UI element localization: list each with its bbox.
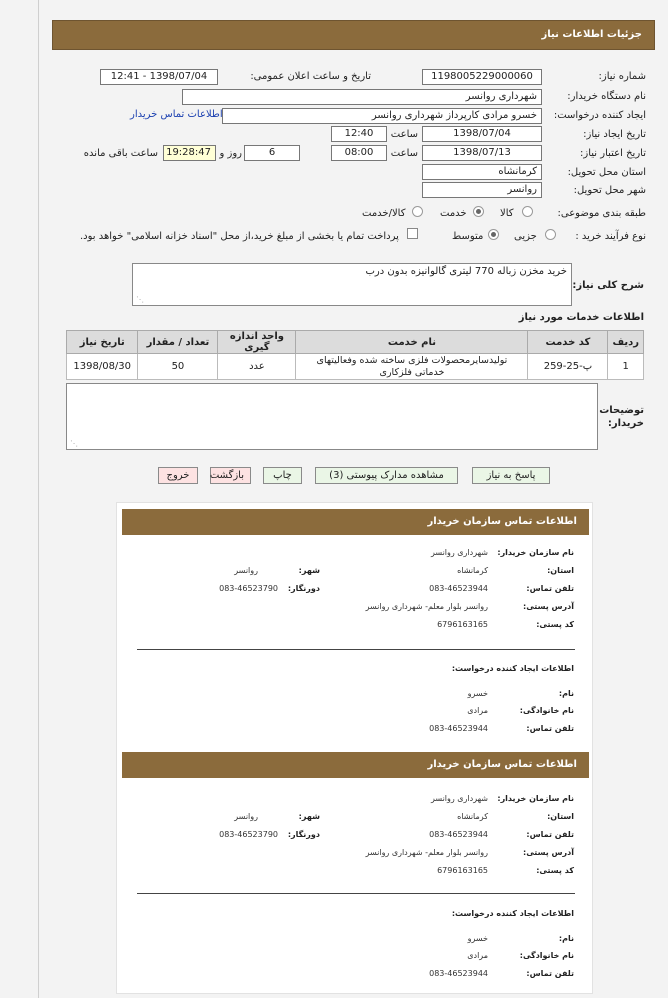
req-phone-value-1: 083-46523944 (429, 724, 488, 733)
postal-value-2: 6796163165 (437, 866, 488, 875)
payment-note: پرداخت تمام یا بخشی از مبلغ خرید،از محل "اسناد خزانه اسلامی" خواهد بود. (80, 231, 399, 242)
cell-qty: 50 (138, 354, 218, 380)
fax-label-1: دورنگار: (287, 584, 320, 593)
address-value-2: روانسر بلوار معلم- شهرداری روانسر (365, 848, 488, 857)
created-time-label: ساعت (390, 129, 418, 140)
buyer-name-value-1: شهرداری روانسر (431, 548, 488, 557)
divider (137, 893, 575, 894)
process-radio-minor[interactable] (545, 229, 556, 240)
process-option-minor: جزیی (514, 231, 537, 242)
valid-time-label: ساعت (390, 148, 418, 159)
category-label: طبقه بندی موضوعی: (557, 208, 646, 219)
city-label-2: شهر: (298, 812, 320, 821)
col-header-name: نام خدمت (296, 331, 528, 354)
description-text: خرید مخزن زباله 770 لیتری گالوانیزه بدون درب (365, 266, 567, 277)
phone-label-1: تلفن تماس: (526, 584, 574, 593)
buyer-name-value-2: شهرداری روانسر (431, 794, 488, 803)
city-value-1: روانسر (234, 566, 258, 575)
attachments-button[interactable]: مشاهده مدارک پیوستی (3) (315, 467, 458, 484)
valid-date-field[interactable]: 1398/07/13 (422, 145, 542, 161)
valid-date-label: تاریخ اعتبار نیاز: (580, 148, 646, 159)
col-header-index: ردیف (608, 331, 644, 354)
resize-handle-icon[interactable]: ⋰ (136, 295, 144, 304)
resize-handle-icon[interactable]: ⋰ (70, 439, 78, 448)
contact-card-header-2: اطلاعات تماس سازمان خریدار (122, 752, 589, 778)
fax-value-1: 083-46523790 (219, 584, 278, 593)
divider (137, 649, 575, 650)
category-radio-service[interactable] (473, 206, 484, 217)
col-header-unit: واحد اندازه گیری (218, 331, 296, 354)
buyer-name-label-1: نام سازمان خریدار: (497, 548, 574, 557)
category-option-goods-service: کالا/خدمت (362, 208, 406, 219)
valid-time-field[interactable]: 08:00 (331, 145, 387, 161)
col-header-code: کد خدمت (528, 331, 608, 354)
created-date-field[interactable]: 1398/07/04 (422, 126, 542, 142)
reply-button[interactable]: پاسخ به نیاز (472, 467, 550, 484)
services-table (66, 330, 644, 380)
page-header (52, 20, 655, 50)
buyer-org-label: نام دستگاه خریدار: (567, 91, 646, 102)
services-title: اطلاعات خدمات مورد نیاز (518, 312, 644, 323)
requester-field[interactable]: خسرو مرادی کارپرداز شهرداری روانسر (222, 108, 542, 124)
category-radio-goods[interactable] (522, 206, 533, 217)
table-row[interactable] (67, 354, 644, 380)
payment-checkbox[interactable] (407, 228, 418, 239)
fax-label-2: دورنگار: (287, 830, 320, 839)
remaining-label: ساعت باقی مانده (83, 148, 158, 159)
buyer-notes-textarea[interactable] (66, 383, 598, 450)
col-header-date: تاریخ نیاز (67, 331, 138, 354)
created-time-field[interactable]: 12:40 (331, 126, 387, 142)
announce-field[interactable]: 1398/07/04 - 12:41 (100, 69, 218, 85)
phone-value-2: 083-46523944 (429, 830, 488, 839)
print-button[interactable]: چاپ (263, 467, 302, 484)
req-phone-label-2: تلفن تماس: (526, 969, 574, 978)
address-label-2: آدرس پستی: (523, 848, 574, 857)
last-name-value-2: مرادی (467, 951, 488, 960)
page-title: جزئیات اطلاعات نیاز (541, 29, 642, 40)
announce-label: تاریخ و ساعت اعلان عمومی: (250, 71, 371, 82)
category-radio-goods-service[interactable] (412, 206, 423, 217)
cell-unit: عدد (218, 354, 296, 380)
phone-value-1: 083-46523944 (429, 584, 488, 593)
city-label-1: شهر: (298, 566, 320, 575)
category-option-service: خدمت (440, 208, 467, 219)
province-field[interactable]: کرمانشاه (422, 164, 542, 180)
process-option-medium: متوسط (452, 231, 484, 242)
created-date-label: تاریخ ایجاد نیاز: (583, 129, 646, 140)
remaining-time-field: 19:28:47 (163, 145, 216, 161)
postal-value-1: 6796163165 (437, 620, 488, 629)
province-label-1: استان: (547, 566, 574, 575)
days-label: روز و (219, 148, 242, 159)
city-label: شهر محل تحویل: (573, 185, 646, 196)
city-value-2: روانسر (234, 812, 258, 821)
postal-label-1: کد پستی: (536, 620, 574, 629)
need-number-field[interactable]: 1198005229000060 (422, 69, 542, 85)
city-field[interactable]: روانسر (422, 182, 542, 198)
address-label-1: آدرس پستی: (523, 602, 574, 611)
first-name-value-1: خسرو (467, 689, 488, 698)
last-name-label-2: نام خانوادگی: (519, 951, 574, 960)
description-textarea[interactable] (132, 263, 572, 306)
process-label: نوع فرآیند خرید : (575, 231, 646, 242)
last-name-value-1: مرادی (467, 706, 488, 715)
contact-card-header-1: اطلاعات تماس سازمان خریدار (122, 509, 589, 535)
province-label: استان محل تحویل: (567, 167, 646, 178)
back-button[interactable]: بازگشت (210, 467, 251, 484)
col-header-qty: تعداد / مقدار (138, 331, 218, 354)
buyer-contact-link[interactable]: اطلاعات تماس خریدار (130, 109, 223, 120)
requester-title-2: اطلاعات ایجاد کننده درخواست: (451, 909, 574, 918)
province-value-2: کرمانشاه (457, 812, 488, 821)
province-label-2: استان: (547, 812, 574, 821)
fax-value-2: 083-46523790 (219, 830, 278, 839)
cell-code: پ-25-259 (528, 354, 608, 380)
need-number-label: شماره نیاز: (598, 71, 646, 82)
address-value-1: روانسر بلوار معلم- شهرداری روانسر (365, 602, 488, 611)
buyer-org-field[interactable]: شهرداری روانسر (182, 89, 542, 105)
services-header-row (67, 331, 644, 354)
first-name-value-2: خسرو (467, 934, 488, 943)
requester-label: ایجاد کننده درخواست: (553, 110, 646, 121)
last-name-label-1: نام خانوادگی: (519, 706, 574, 715)
buyer-name-label-2: نام سازمان خریدار: (497, 794, 574, 803)
req-phone-label-1: تلفن تماس: (526, 724, 574, 733)
phone-label-2: تلفن تماس: (526, 830, 574, 839)
cell-index: 1 (608, 354, 644, 380)
postal-label-2: کد پستی: (536, 866, 574, 875)
cell-date: 1398/08/30 (67, 354, 138, 380)
first-name-label-1: نام: (558, 689, 574, 698)
province-value-1: کرمانشاه (457, 566, 488, 575)
page-frame-line (38, 0, 39, 998)
exit-button[interactable]: خروج (158, 467, 198, 484)
process-radio-medium[interactable] (488, 229, 499, 240)
req-phone-value-2: 083-46523944 (429, 969, 488, 978)
first-name-label-2: نام: (558, 934, 574, 943)
cell-name: تولیدسایرمحصولات فلزی ساخته شده وفعالیتهای خدماتی فلزکاری (296, 354, 528, 380)
days-field[interactable]: 6 (244, 145, 300, 161)
description-label: شرح کلی نیاز: (572, 280, 644, 291)
contact-card (116, 502, 593, 994)
buyer-notes-label: توضیحات خریدار: (599, 405, 644, 429)
category-option-goods: کالا (500, 208, 514, 219)
requester-title-1: اطلاعات ایجاد کننده درخواست: (451, 664, 574, 673)
